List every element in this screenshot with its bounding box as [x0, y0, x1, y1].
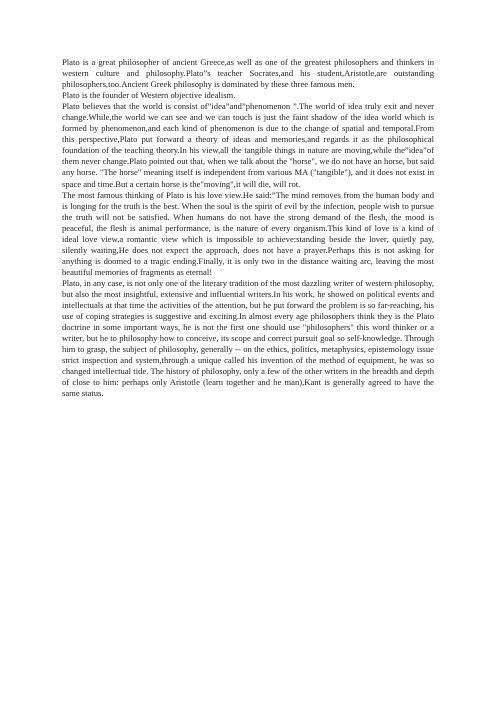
paragraph-ideas-theory: Plato believes that the world is consist of”idea”and”phenomenon ”.The world of idea truly exit and never change.While,the world we can see and we can touch is just the faint shadow of the idea world which is formed by phenomenon,and each kind of phenomenon is due to the change of spatial and temporal.From this perspective,Plato put forward a theory of ideas and memories,and regards it as the philosophical foundation of the teaching theory.In his view,all the tangible things in nature are moving,while the”idea”of them never change.Plato pointed out that, when we talk about the "horse", we do not have an horse, but said any horse. "The horse" meaning itself is independent from various MA ("tangible"), and it does not exist in space and time.But a certain horse is the"moving",it will die, will rot. — [62, 101, 434, 189]
paragraph-influence: Plato, in any case, is not only one of the literary tradition of the most dazzling writer of western philosophy, but also the most insightful, extensive and influential writers.In his work, he showed on political events and intellectuals at that time the activities of the attention, but he put forward the problem is so far-reaching, his use of coping strategies is suggestive and exciting.In almost every age philosophers think they is the Plato doctrine in some important ways, he is not the first one should use "philosophers" this word thinker or a writer, but he to philosophy how to conceive, its scope and correct pursuit goal so self-knowledge. Through him to grasp, the subject of philosophy, generally -- on the ethics, politics, metaphysics, epistemology issue strict inspection and system,through a unique called his invention of the method of equipment, he was so changed intellectual tide. The history of philosophy, only a few of the other writers in the breadth and depth of close to him: perhaps only Aristotle (learn together and he man),Kant is generally agreed to have the same status. — [62, 277, 434, 399]
paragraph-intro: Plato is a great philosopher of ancient Greece,as well as one of the greatest philosophers and thinkers in western culture and philosophy.Plato”s teacher Socrates,and his student,Aristotle,are outstanding philosophers,too.Ancient Greek philosophy is dominated by these three famous men. — [62, 57, 434, 90]
paragraph-founder: Plato is the founder of Western objective idealism. — [62, 90, 236, 101]
document-page — [62, 57, 434, 399]
paragraph-love-view: The most famous thinking of Plato is his love view.He said:”The mind removes from the human body and is longing for the truth is the best. When the soul is the spirit of evil by the infection, people wish to pursue the truth will not be satisfied. When humans do not have the strong demand of the flesh, the mood is peaceful, the flesh is animal performance, is the nature of every organism.This kind of love is a kind of ideal love view,a romantic view which is impossible to achieve:standing beside the lover, quietly pay, silently waiting,He does not expect the approach, does not have a prayer.Perhaps this is not asking for anything is doomed to a tragic ending.Finally, it is only two in the distance waiting arc, leaving the most beautiful memories of fragments as eternal! — [62, 189, 434, 277]
